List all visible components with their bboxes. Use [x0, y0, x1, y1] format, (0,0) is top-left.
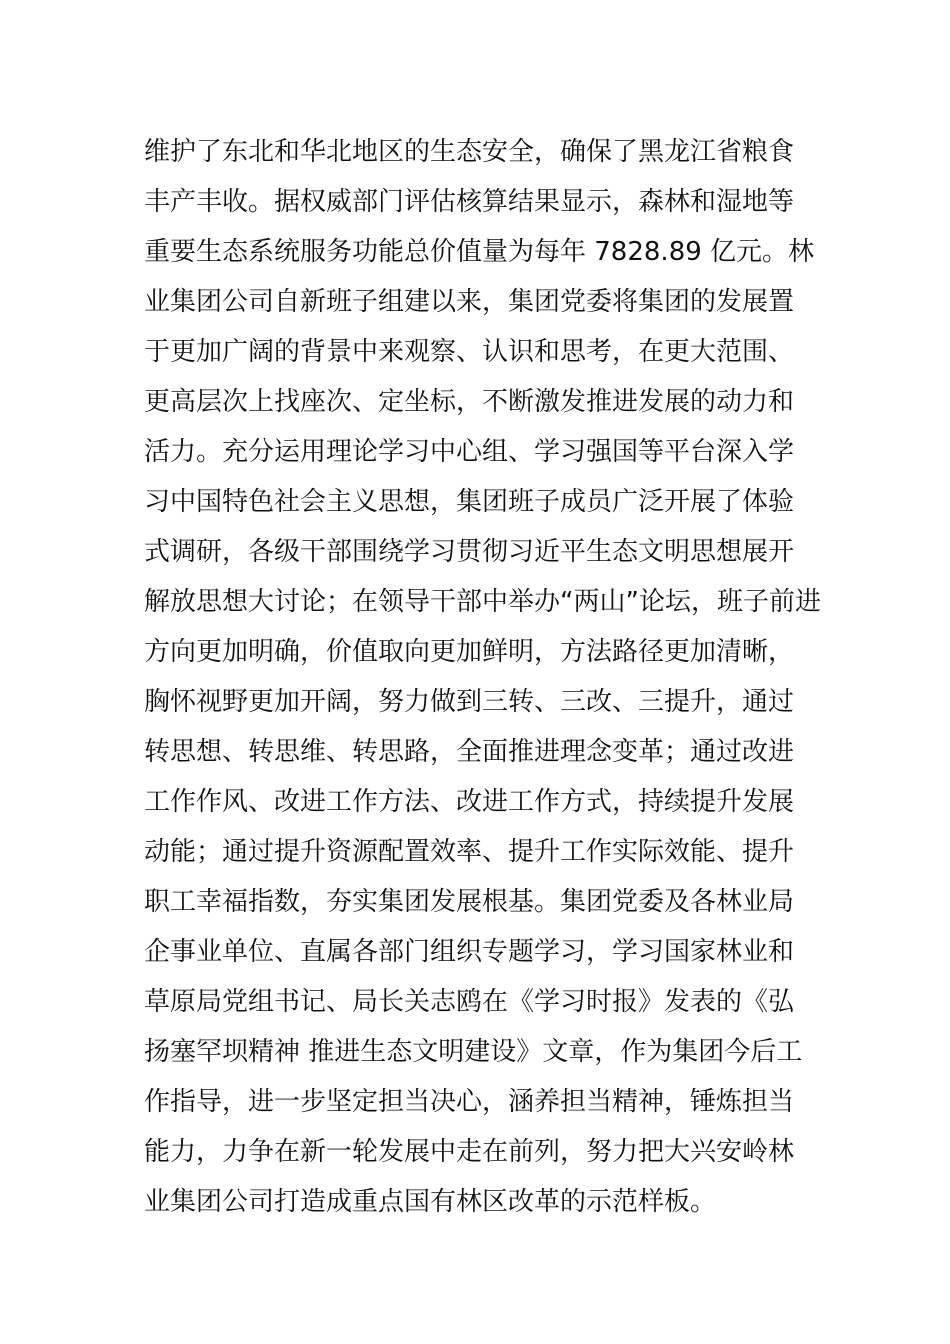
text-line: 能力，力争在新一轮发展中走在前列，努力把大兴安岭林	[144, 1137, 795, 1167]
body-paragraph	[144, 127, 821, 1227]
text-line: 重要生态系统服务功能总价值量为每年 7828.89 亿元。林	[144, 237, 815, 267]
text-line: 更高层次上找座次、定坐标，不断激发推进发展的动力和	[144, 387, 795, 417]
text-line: 维护了东北和华北地区的生态安全，确保了黑龙江省粮食	[144, 137, 795, 167]
text-line: 于更加广阔的背景中来观察、认识和思考，在更大范围、	[144, 337, 795, 367]
text-line: 习中国特色社会主义思想，集团班子成员广泛开展了体验	[144, 487, 795, 517]
text-line: 丰产丰收。据权威部门评估核算结果显示，森林和湿地等	[144, 187, 795, 217]
text-line: 动能；通过提升资源配置效率、提升工作实际效能、提升	[144, 837, 795, 867]
text-line: 胸怀视野更加开阔，努力做到三转、三改、三提升，通过	[144, 687, 795, 717]
text-line: 解放思想大讨论；在领导干部中举办“两山”论坛，班子前进	[144, 587, 821, 617]
text-line: 作指导，进一步坚定担当决心，涵养担当精神，锤炼担当	[144, 1087, 795, 1117]
text-line: 式调研，各级干部围绕学习贯彻习近平生态文明思想展开	[144, 537, 795, 567]
text-line: 转思想、转思维、转思路，全面推进理念变革；通过改进	[144, 737, 795, 767]
text-line: 工作作风、改进工作方法、改进工作方式，持续提升发展	[144, 787, 795, 817]
text-line: 企事业单位、直属各部门组织专题学习，学习国家林业和	[144, 937, 795, 967]
text-line: 草原局党组书记、局长关志鸥在《学习时报》发表的《弘	[144, 987, 795, 1017]
text-line: 方向更加明确，价值取向更加鲜明，方法路径更加清晰，	[144, 637, 795, 667]
text-line: 业集团公司自新班子组建以来，集团党委将集团的发展置	[144, 287, 795, 317]
text-line: 业集团公司打造成重点国有林区改革的示范样板。	[144, 1187, 717, 1217]
text-line: 职工幸福指数，夯实集团发展根基。集团党委及各林业局	[144, 887, 795, 917]
text-line: 扬塞罕坝精神 推进生态文明建设》文章，作为集团今后工	[144, 1037, 803, 1067]
text-line: 活力。充分运用理论学习中心组、学习强国等平台深入学	[144, 437, 795, 467]
